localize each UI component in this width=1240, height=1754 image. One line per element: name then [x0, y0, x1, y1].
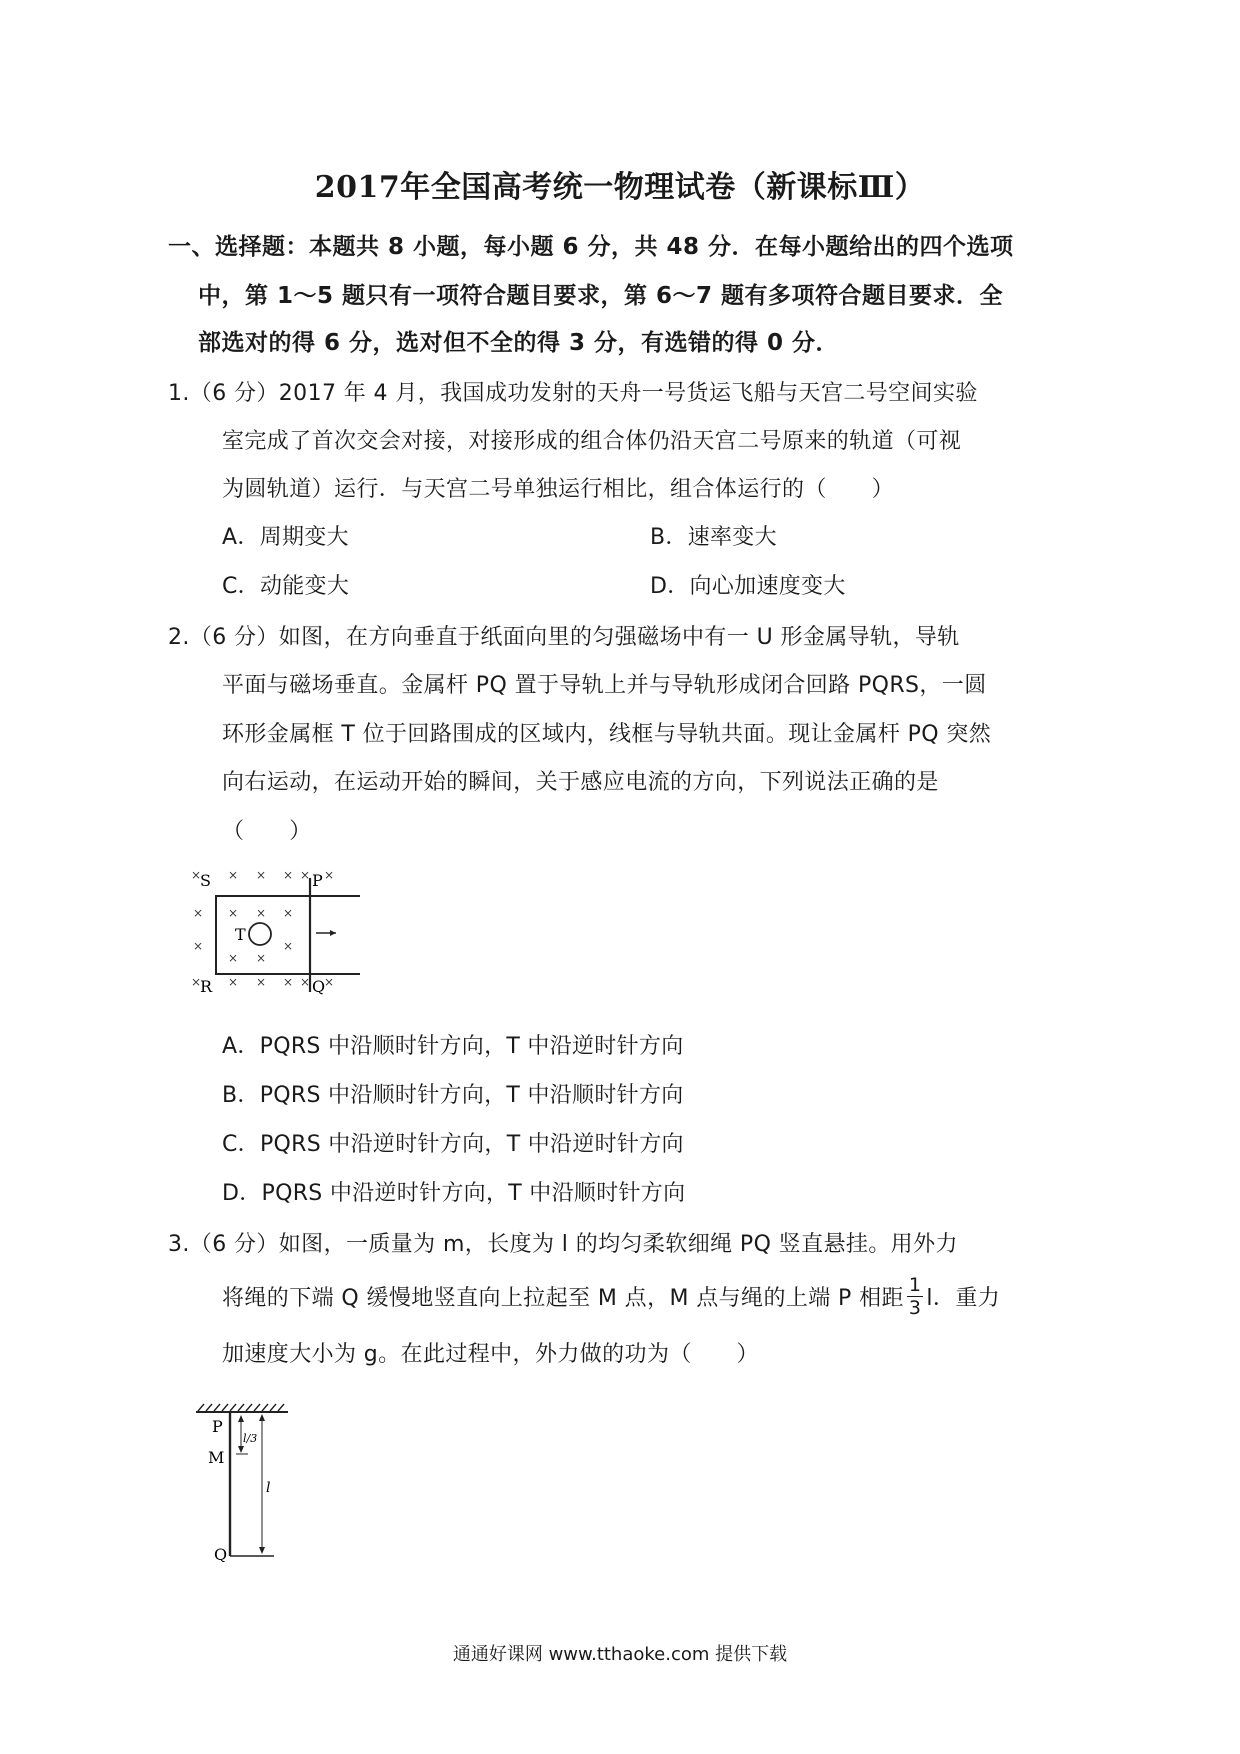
field-cross: ×: [256, 868, 267, 882]
magnetic-rail-figure: [190, 862, 370, 998]
q2-option-c: C．PQRS 中沿逆时针方向，T 中沿逆时针方向: [222, 1132, 684, 1157]
field-cross: ×: [193, 906, 204, 920]
label-q: Q: [312, 977, 326, 996]
field-cross: ×: [324, 868, 335, 882]
field-cross: ×: [283, 939, 294, 953]
field-cross: ×: [324, 975, 335, 989]
field-cross: ×: [228, 975, 239, 989]
l-arrow-head-up: [259, 1414, 265, 1421]
l-arrow-head-down: [259, 1547, 265, 1554]
fraction-denominator: 3: [908, 1296, 922, 1319]
ceiling-hatch: [198, 1404, 284, 1411]
section-line-1: 一、选择题：本题共 8 小题，每小题 6 分，共 48 分．在每小题给出的四个选项: [168, 234, 1014, 260]
q1-option-c: C．动能变大: [222, 574, 350, 599]
q3-line-1: 3.（6 分）如图，一质量为 m，长度为 l 的均匀柔软细绳 PQ 竖直悬挂。用外力: [168, 1232, 958, 1257]
label-r: R: [200, 977, 213, 996]
field-cross: ×: [256, 951, 267, 965]
field-cross: ×: [256, 975, 267, 989]
q3-line-2: [222, 1272, 1000, 1320]
q1-option-d: D．向心加速度变大: [650, 574, 846, 599]
ring-frame-t: [249, 923, 271, 945]
page-title: 2017年全国高考统一物理试卷（新课标Ⅲ）: [314, 170, 926, 205]
section-line-3: 部选对的得 6 分，选对但不全的得 3 分，有选错的得 0 分．: [198, 330, 840, 356]
q2-line-4: 向右运动，在运动开始的瞬间，关于感应电流的方向，下列说法正确的是: [222, 770, 939, 795]
q2-line-2: 平面与磁场垂直。金属杆 PQ 置于导轨上并与导轨形成闭合回路 PQRS，一圆: [222, 673, 987, 698]
q3-line-2-tail: l．重力: [926, 1285, 1001, 1311]
q1-option-a: A．周期变大: [222, 525, 349, 550]
fraction-numerator: 1: [908, 1273, 922, 1296]
q1-line-3: 为圆轨道）运行．与天宫二号单独运行相比，组合体运行的（ ）: [222, 477, 895, 502]
q2-line-5: （ ）: [222, 819, 312, 844]
q2-option-d: D．PQRS 中沿逆时针方向，T 中沿顺时针方向: [222, 1181, 686, 1206]
velocity-arrow-head: [330, 930, 336, 936]
field-cross: ×: [228, 868, 239, 882]
q1-line-2: 室完成了首次交会对接，对接形成的组合体仍沿天宫二号原来的轨道（可视: [222, 429, 962, 454]
field-cross: ×: [191, 975, 202, 989]
q3-line-2-text: 将绳的下端 Q 缓慢地竖直向上拉起至 M 点，M 点与绳的上端 P 相距: [222, 1285, 904, 1311]
q1-option-b: B．速率变大: [650, 525, 777, 550]
fraction-one-third: [907, 1274, 924, 1319]
field-cross: ×: [283, 906, 294, 920]
field-cross: ×: [193, 939, 204, 953]
label-s: S: [200, 871, 211, 890]
field-cross: ×: [283, 975, 294, 989]
section-line-2: 中，第 1～5 题只有一项符合题目要求，第 6～7 题有多项符合题目要求．全: [198, 283, 1004, 309]
field-cross: ×: [228, 906, 239, 920]
q3-line-3: 加速度大小为 g。在此过程中，外力做的功为（ ）: [222, 1342, 759, 1367]
footer-credit: 通通好课网 www.tthaoke.com 提供下载: [452, 1644, 788, 1665]
label-p: P: [312, 871, 323, 890]
q1-line-1: 1.（6 分）2017 年 4 月，我国成功发射的天舟一号货运飞船与天宫二号空间实验: [168, 381, 978, 406]
q2-line-3: 环形金属框 T 位于回路围成的区域内，线框与导轨共面。现让金属杆 PQ 突然: [222, 722, 992, 747]
hanging-rope-figure: [196, 1400, 300, 1562]
label-l-third: l/3: [243, 1432, 258, 1445]
label-q: Q: [214, 1545, 228, 1562]
l3-arrow-head-down: [238, 1446, 244, 1453]
label-m: M: [208, 1448, 225, 1467]
l3-arrow-head-up: [238, 1415, 244, 1422]
label-t: T: [235, 925, 246, 944]
field-cross: ×: [283, 868, 294, 882]
q2-option-b: B．PQRS 中沿顺时针方向，T 中沿顺时针方向: [222, 1083, 684, 1108]
q2-line-1: 2.（6 分）如图，在方向垂直于纸面向里的匀强磁场中有一 U 形金属导轨，导轨: [168, 625, 960, 650]
field-cross: ×: [191, 868, 202, 882]
label-l: l: [266, 1480, 271, 1496]
field-cross: ×: [300, 868, 311, 882]
field-cross: ×: [256, 906, 267, 920]
label-p: P: [212, 1417, 223, 1436]
field-cross: ×: [300, 975, 311, 989]
field-cross: ×: [228, 951, 239, 965]
q2-option-a: A．PQRS 中沿顺时针方向，T 中沿逆时针方向: [222, 1034, 684, 1059]
